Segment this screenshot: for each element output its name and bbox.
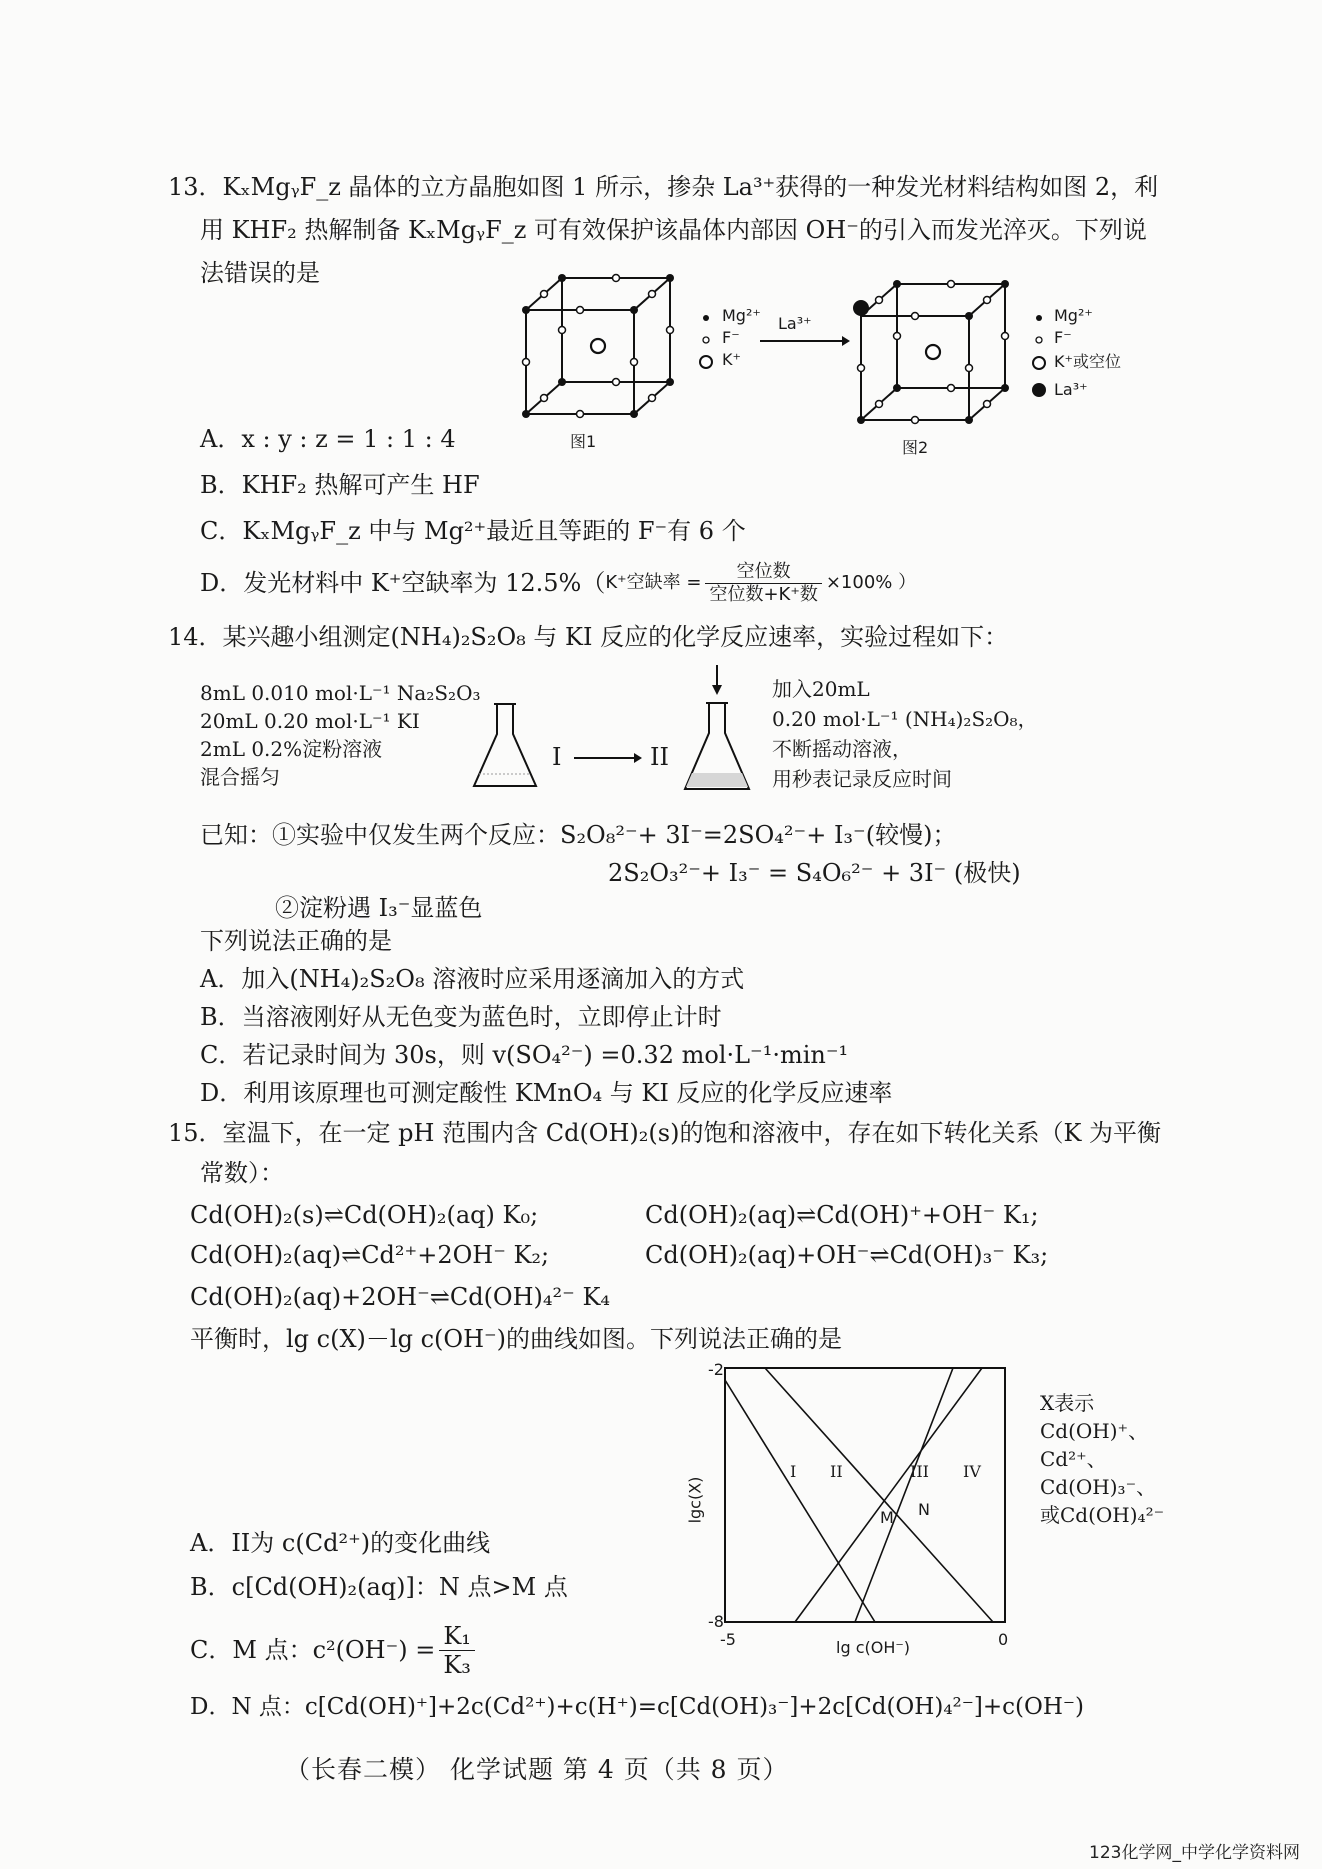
q13-stem-line3: 法错误的是: [200, 259, 320, 287]
arrow-i-to-ii-icon: [574, 752, 642, 764]
point-m-label: M: [880, 1508, 894, 1527]
q15-option-c-numerator: K₁: [439, 1622, 475, 1651]
q13-stem-line2: 用 KHF₂ 热解制备 KₓMgᵧF_z 可有效保护该晶体内部因 OH⁻的引入而发光淬灭。下列说: [200, 216, 1147, 244]
graph-y-bottom-tick: -8: [708, 1612, 724, 1631]
q15-lg-graph: [725, 1368, 1015, 1648]
flask-i-label: I: [552, 743, 562, 771]
legend1-k: K⁺: [722, 350, 741, 369]
graph-x-left-tick: -5: [720, 1630, 736, 1649]
q13-option-d-numerator: 空位数: [705, 561, 821, 584]
q14-known-3: ②淀粉遇 I₃⁻显蓝色: [275, 894, 483, 922]
curve-iv: [855, 1368, 953, 1622]
q14-step-4: 用秒表记录反应时间: [772, 767, 952, 791]
q15-equation-5: Cd(OH)₂(aq)+2OH⁻⇌Cd(OH)₄²⁻ K₄: [190, 1283, 610, 1311]
q13-option-a: A．x : y : z = 1 : 1 : 4: [200, 425, 456, 453]
q13-option-d-denominator: 空位数+K⁺数: [709, 583, 818, 605]
arrow-right-icon: [760, 334, 850, 348]
q15-option-c-prefix: C．M 点：c²(OH⁻) =: [190, 1636, 436, 1664]
q15-option-c-denominator: K₃: [443, 1650, 471, 1679]
curve-iii: [795, 1368, 982, 1622]
figure1-crystal-cell: [520, 272, 680, 422]
q14-option-d: D．利用该原理也可测定酸性 KMnO₄ 与 KI 反应的化学反应速率: [200, 1079, 893, 1107]
watermark-text: 123化学网_中学化学资料网: [1089, 1843, 1300, 1863]
point-n-label: N: [918, 1500, 930, 1519]
q15-option-a: A．II为 c(Cd²⁺)的变化曲线: [190, 1529, 491, 1557]
legend1-f: F⁻: [722, 328, 740, 347]
graph-y-top-tick: -2: [708, 1360, 724, 1379]
q14-stem: 14．某兴趣小组测定(NH₄)₂S₂O₈ 与 KI 反应的化学反应速率，实验过程如下：: [168, 623, 1009, 651]
q14-reagent-3: 2mL 0.2%淀粉溶液: [200, 737, 383, 761]
graph-legend-2: Cd(OH)⁺、: [1040, 1419, 1149, 1443]
q13-option-d-suffix: ×100% ）: [825, 572, 917, 593]
graph-legend-5: 或Cd(OH)₄²⁻: [1040, 1503, 1165, 1527]
flask-ii-icon: [680, 665, 754, 795]
q14-option-b: B．当溶液刚好从无色变为蓝色时，立即停止计时: [200, 1003, 722, 1031]
legend2-k-vacancy: K⁺或空位: [1054, 352, 1121, 371]
q15-stem-1: 15．室温下，在一定 pH 范围内含 Cd(OH)₂(s)的饱和溶液中，存在如下转化关系（K 为平衡: [168, 1119, 1161, 1147]
graph-y-axis-label: lgc(X): [685, 1476, 705, 1524]
q13-stem-line1: 13．KₓMgᵧF_z 晶体的立方晶胞如图 1 所示，掺杂 La³⁺获得的一种发光材料结构如图 2，利: [168, 173, 1159, 201]
page-footer: （长春二模） 化学试题 第 4 页（共 8 页）: [285, 1755, 789, 1784]
graph-x-right-tick: 0: [998, 1630, 1009, 1649]
q14-known-2: 2S₂O₃²⁻+ I₃⁻ = S₄O₆²⁻ + 3I⁻ (极快): [608, 859, 1021, 887]
q14-option-a: A．加入(NH₄)₂S₂O₈ 溶液时应采用逐滴加入的方式: [200, 965, 745, 993]
q14-option-c: C．若记录时间为 30s，则 v(SO₄²⁻) =0.32 mol·L⁻¹·min⁻¹: [200, 1041, 849, 1069]
figure1-label: 图1: [570, 432, 597, 451]
figure2-label: 图2: [902, 438, 929, 457]
flask-i-icon: [470, 700, 540, 792]
legend1-markers: [698, 310, 718, 380]
graph-legend-3: Cd²⁺、: [1040, 1447, 1107, 1471]
q15-option-c: [190, 1618, 479, 1682]
curve-ii: [765, 1368, 993, 1622]
curve-label-iii: III: [910, 1462, 929, 1481]
q15-equation-3: Cd(OH)₂(aq)⇌Cd²⁺+2OH⁻ K₂;: [190, 1241, 550, 1269]
q15-equation-1: Cd(OH)₂(s)⇌Cd(OH)₂(aq) K₀;: [190, 1201, 539, 1229]
curve-i: [725, 1380, 875, 1622]
q15-equation-2: Cd(OH)₂(aq)⇌Cd(OH)⁺+OH⁻ K₁;: [645, 1201, 1039, 1229]
q13-option-d-lhs: K⁺空缺率 =: [605, 572, 702, 593]
q15-stem-2: 常数）：: [200, 1159, 284, 1187]
curve-label-iv: IV: [963, 1462, 981, 1481]
curve-label-ii: II: [830, 1462, 843, 1481]
q14-step-2: 0.20 mol·L⁻¹ (NH₄)₂S₂O₈，: [772, 707, 1038, 731]
graph-legend-4: Cd(OH)₃⁻、: [1040, 1475, 1157, 1499]
q13-option-d: [200, 558, 916, 608]
figure2-doped-cell: [855, 278, 1015, 428]
q14-reagent-2: 20mL 0.20 mol·L⁻¹ KI: [200, 709, 420, 733]
flask-ii-label: II: [650, 743, 669, 771]
legend1-mg: Mg²⁺: [722, 306, 761, 325]
graph-legend-1: X表示: [1040, 1391, 1095, 1415]
q14-reagent-4: 混合摇匀: [200, 765, 280, 789]
q14-ask: 下列说法正确的是: [200, 927, 392, 955]
q14-known-1: 已知：①实验中仅发生两个反应：S₂O₈²⁻+ 3I⁻=2SO₄²⁻+ I₃⁻(较慢)；: [200, 821, 957, 849]
q14-reagent-1: 8mL 0.010 mol·L⁻¹ Na₂S₂O₃: [200, 681, 481, 705]
graph-x-axis-label: lg c(OH⁻): [836, 1638, 911, 1657]
q14-step-3: 不断摇动溶液，: [772, 737, 912, 761]
q15-description: 平衡时，lg c(X)－lg c(OH⁻)的曲线如图。下列说法正确的是: [190, 1325, 843, 1353]
q15-option-d: D．N 点：c[Cd(OH)⁺]+2c(Cd²⁺)+c(H⁺)=c[Cd(OH)₃⁻]+2c[Cd(OH)₄²⁻]+c(OH⁻): [190, 1694, 1085, 1720]
legend2-la: La³⁺: [1054, 380, 1088, 399]
q15-equation-4: Cd(OH)₂(aq)+OH⁻⇌Cd(OH)₃⁻ K₃;: [645, 1241, 1049, 1269]
q15-option-c-fraction: [439, 1622, 475, 1679]
q13-option-b: B．KHF₂ 热解可产生 HF: [200, 471, 480, 499]
q15-option-b: B．c[Cd(OH)₂(aq)]：N 点>M 点: [190, 1573, 568, 1601]
q13-option-d-fraction: [705, 561, 821, 606]
curve-label-i: I: [790, 1462, 797, 1481]
legend2-mg: Mg²⁺: [1054, 306, 1093, 325]
q13-option-c: C．KₓMgᵧF_z 中与 Mg²⁺最近且等距的 F⁻有 6 个: [200, 517, 746, 545]
q13-option-d-prefix: D．发光材料中 K⁺空缺率为 12.5%（: [200, 569, 606, 597]
legend2-f: F⁻: [1054, 328, 1072, 347]
legend2-markers: [1030, 310, 1052, 404]
arrow-label-la: La³⁺: [778, 314, 812, 333]
q14-step-1: 加入20mL: [772, 677, 870, 701]
